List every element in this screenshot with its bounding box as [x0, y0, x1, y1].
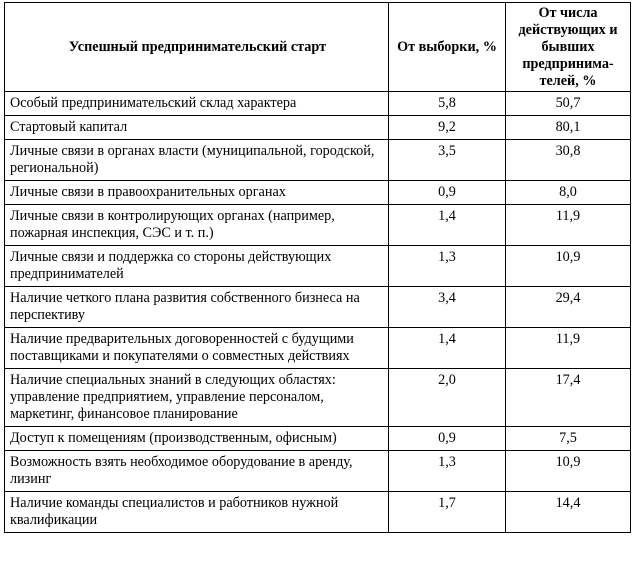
row-entrepreneurs-value: 14,4 — [506, 492, 631, 533]
table-row — [5, 92, 631, 116]
row-label: Личные связи в правоохранительных органах — [5, 181, 389, 205]
row-label: Наличие команды специалистов и работников нужной квалификации — [5, 492, 389, 533]
header-sample-percent: От выборки, % — [389, 3, 506, 92]
row-label: Стартовый капитал — [5, 116, 389, 140]
table-row — [5, 369, 631, 427]
row-sample-value: 9,2 — [389, 116, 506, 140]
row-entrepreneurs-value: 17,4 — [506, 369, 631, 427]
row-label: Личные связи в контролирующих органах (например, пожарная инспекция, СЭС и т. п.) — [5, 205, 389, 246]
table-row — [5, 116, 631, 140]
row-entrepreneurs-value: 30,8 — [506, 140, 631, 181]
table-row — [5, 287, 631, 328]
table-row — [5, 328, 631, 369]
row-sample-value: 1,7 — [389, 492, 506, 533]
table-row — [5, 451, 631, 492]
row-sample-value: 0,9 — [389, 181, 506, 205]
table-row — [5, 427, 631, 451]
table-row — [5, 492, 631, 533]
row-entrepreneurs-value: 80,1 — [506, 116, 631, 140]
row-sample-value: 1,3 — [389, 246, 506, 287]
row-sample-value: 1,4 — [389, 205, 506, 246]
row-label: Наличие специальных знаний в следующих областях: управление предприятием, управление персоналом, маркетинг, финансовое планирование — [5, 369, 389, 427]
startup-factors-table — [4, 2, 631, 533]
table-row — [5, 246, 631, 287]
header-factor: Успешный предпринимательский старт — [5, 3, 389, 92]
row-entrepreneurs-value: 7,5 — [506, 427, 631, 451]
row-label: Наличие предварительных договоренностей с будущими поставщиками и покупателями о совместных действиях — [5, 328, 389, 369]
row-label: Наличие четкого плана развития собственного бизнеса на перспективу — [5, 287, 389, 328]
row-entrepreneurs-value: 11,9 — [506, 328, 631, 369]
table-row — [5, 181, 631, 205]
table-row — [5, 140, 631, 181]
row-label: Возможность взять необходимое оборудование в аренду, лизинг — [5, 451, 389, 492]
row-entrepreneurs-value: 10,9 — [506, 246, 631, 287]
table-row — [5, 205, 631, 246]
row-sample-value: 0,9 — [389, 427, 506, 451]
row-sample-value: 1,4 — [389, 328, 506, 369]
row-label: Особый предпринимательский склад характера — [5, 92, 389, 116]
row-entrepreneurs-value: 11,9 — [506, 205, 631, 246]
row-label: Личные связи в органах власти (муниципальной, городской, региональной) — [5, 140, 389, 181]
header-entrepreneurs-percent: От числа действующих и бывших предпринима-телей, % — [506, 3, 631, 92]
row-sample-value: 1,3 — [389, 451, 506, 492]
row-label: Доступ к помещениям (производственным, офисным) — [5, 427, 389, 451]
row-entrepreneurs-value: 10,9 — [506, 451, 631, 492]
header-row — [5, 3, 631, 92]
row-sample-value: 5,8 — [389, 92, 506, 116]
row-entrepreneurs-value: 29,4 — [506, 287, 631, 328]
row-label: Личные связи и поддержка со стороны действующих предпринимателей — [5, 246, 389, 287]
row-sample-value: 3,4 — [389, 287, 506, 328]
row-sample-value: 2,0 — [389, 369, 506, 427]
row-entrepreneurs-value: 50,7 — [506, 92, 631, 116]
row-sample-value: 3,5 — [389, 140, 506, 181]
row-entrepreneurs-value: 8,0 — [506, 181, 631, 205]
